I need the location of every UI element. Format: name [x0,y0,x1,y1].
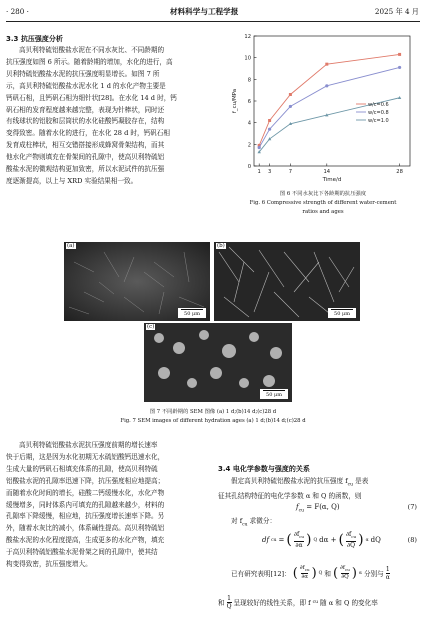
text-line: 高贝利特硫铝酸盐水泥在不同水灰比、不同龄期的 [19,46,165,54]
y-tick-label: 2 [247,142,251,149]
linear-relation-line: 和 1 Q 呈现较好的线性关系，即 f cu 随 α 和 Q 的变化率 [218,594,378,610]
scale-bar-c: 50 μm [260,389,288,400]
section-heading-3-3: 3.3 抗压强度分析 [6,35,63,43]
data-point [258,146,261,149]
x-tick-label: 7 [288,169,293,175]
equation-7-number: (7) [407,503,417,511]
text-line: 有线球状的铝胶和层筒状的水化硅酸钙凝胶存在，结构 [6,117,165,126]
panel-label-b: (b) [217,243,225,249]
data-point [325,84,328,87]
sem-image-1d [64,242,210,321]
text-line: 铝酸盐水泥的孔隙率迅速下降，抗压强度相应地提高； [6,476,165,485]
data-point [289,93,292,96]
series-line [259,54,399,145]
y-tick-label: 0 [247,164,251,170]
text-line: 示，高贝利特硫铝酸盐水泥水化 1 d 的水化产物主要是 [6,81,166,90]
scale-bar-a: 50 μm [178,308,206,319]
page-number: · 280 · [6,7,29,16]
legend-entry: w/c=0.8 [368,110,389,116]
text-line: 钙矾石相，且钙矾石相为细针状[28]。在水化 14 d 时，钙 [6,93,177,102]
figure7-caption [6,408,420,426]
data-point [398,66,401,69]
text-line: 贝利特硫铝酸盐水泥的抗压强度明显增长。如图 7 所 [6,69,160,78]
header-rule [6,21,420,22]
data-point [268,128,271,131]
legend-entry: w/c=1.0 [368,118,389,124]
y-tick-label: 6 [247,99,251,105]
issue-date: 2025 年 4 月 [374,7,419,16]
data-point [398,53,401,56]
data-point [289,105,292,108]
sem-image-28d [144,323,292,402]
text-line: 孔隙率下降缓慢，相应地，抗压强度增长速率下降。另 [6,512,165,521]
legend-entry: w/c=0.6 [368,102,389,108]
strength-growth-paragraph [6,440,211,571]
text-line: 酸盐水泥的水化程度提高，生成更多的水化产物，填充 [6,536,165,545]
text-line: 缓慢增多，同时体系内可填充的孔隙越来越少，材料的 [6,500,165,509]
data-point [325,63,328,66]
x-tick-label: 14 [323,169,331,175]
figure6-caption-cn: 图 6 不同水灰比下各龄期的抗压强度 [279,191,367,197]
figure6-caption-en-2: ratios and ages [302,209,344,215]
equation-8: df cu = ( $\partial f_{cu}$ ∂α ) Q dα + ( $\partial f_{cu}$ ∂Q ) α dQ [262,531,381,549]
text-line: 而随着水化时间的增长，硅酸二钙缓慢水化，水化产物 [6,488,165,497]
text-line: 度逐渐提高，以上与 XRD 实验结果相一致。 [6,176,138,185]
text-line: 于高贝利特硫铝酸盐水泥骨架之间的孔隙中，使其结 [6,548,158,557]
figure6-caption [228,190,418,217]
research-note-line: 已有研究表明[12]： ( $\partial f_{cu}$ ∂α ) Q 和 ( $\partial f_{cu}$ ∂Q ) α 分别与 1 α [231,564,390,581]
text-line: 假定高贝利特硫铝酸盐水泥的抗压强度 $f_{cu}$ 是表 [231,477,369,488]
section-heading-3-4: 3.4 电化学参数与强度的关系 [218,465,310,473]
text-line: 外，随着水灰比的减小，体系碱性提高。高贝利特硫铝 [6,524,165,533]
x-tick-label: 3 [267,169,272,175]
journal-title: 材料科学与工程学报 [170,7,239,16]
y-tick-label: 8 [247,77,251,84]
x-tick-label: 28 [396,169,403,175]
figure7-caption-en: Fig. 7 SEM images of different hydration ages (a) 1 d;(b)14 d;(c)28 d [120,418,306,424]
x-axis-label: Time/d [322,177,342,183]
text-line: 他水化产物则填充在骨架间的孔隙中，使高贝利特硫铝 [6,153,165,162]
text-line: 酸盐水泥的微观结构更加致密，所以水泥试件的抗压强 [6,165,165,174]
equation-7: $f_{cu} = F(\alpha$, Q) [296,503,340,514]
text-line: 快于后期，这是因为水化初期无水硫铝酸钙迅速水化， [6,452,165,461]
scale-bar-b: 50 μm [328,308,356,319]
text-line: 高贝利特硫铝酸盐水泥抗压强度前期的增长速率 [19,441,158,449]
figure7-caption-cn: 图 7 不同龄期的 SEM 图像 (a) 1 d;(b)14 d;(c)28 d [149,409,277,415]
y-tick-label: 4 [247,120,251,127]
text-line: 抗压强度如图 6 所示。随着龄期的增加，水化的进行，高 [6,57,173,66]
compressive-strength-chart [228,28,418,188]
equation-8-number: (8) [407,536,417,544]
text-line: 构变得致密，抗压强度增大。 [6,560,92,569]
y-tick-label: 10 [244,55,251,62]
section-3-3-body [6,45,211,188]
panel-label-c: (c) [147,324,155,330]
panel-label-a: (a) [67,243,75,249]
y-tick-label: 12 [244,34,251,40]
y-axis-label: f_cu/MPa [232,88,238,114]
data-point [268,119,271,122]
x-tick-label: 1 [257,169,261,175]
text-line: 生成大量的钙矾石相填充体系的孔隙，使高贝利特硫 [6,464,158,473]
text-line: 矾石相的发育程度越来越完整，表现为针棒状，同时还 [6,105,165,114]
text-line: 变得致密。随着水化的进行，在水化 28 d 时，钙矾石相 [6,129,170,138]
section-3-4-body [218,476,423,503]
differentiate-line: 对 $f_{cu}$ 求微分： [231,517,277,528]
text-line: 发育成柱棒状，相互交错搭接形成蜂窝骨架结构，而其 [6,141,165,150]
data-point [398,96,401,99]
figure6-caption-en: Fig. 6 Compressive strength of different water-cement [249,200,397,206]
sem-image-14d [214,242,360,321]
text-line: 征其孔结构特征的电化学参数 α 和 Q 的函数，则 [218,492,362,501]
